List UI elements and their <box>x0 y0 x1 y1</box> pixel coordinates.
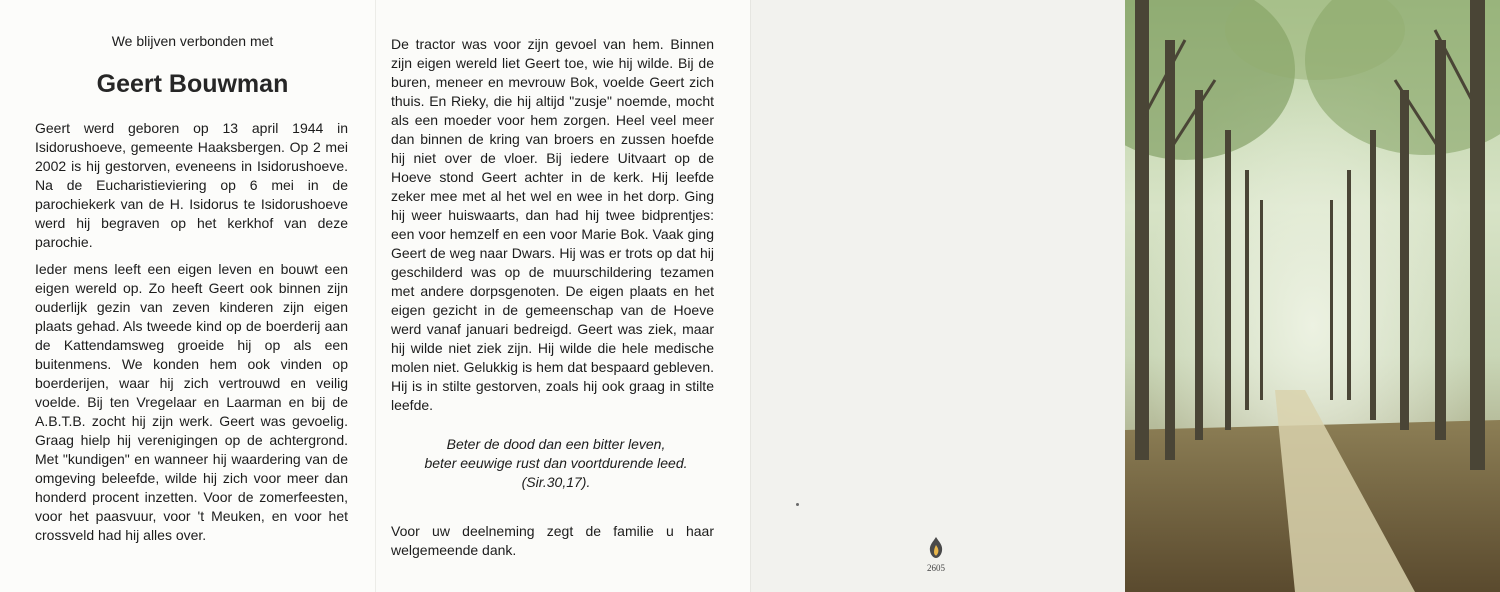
print-code: 2605 <box>927 563 945 573</box>
biography-paragraph-3: De tractor was voor zijn gevoel van hem. Binnen zijn eigen wereld liet Geert toe, wie hij wilde. Bij de buren, meneer en mevrouw Bok, voelde Geert zich thuis. En Rieky, die hij altijd "zusje" noemde, mocht als een moeder voor hem zorgen. Heel veel meer dan binnen de kring van broers en zussen hoefde hij niet over de vloer. Bij iedere Uitvaart op de Hoeve stond Geert achter in de kerk. Hij leefde zeker mee met al het wel en wee in het dorp. Ging hij weer huiswaarts, dan had hij twee bidprentjes: een voor hemzelf en een voor Marie Bok. Vaak ging Geert de weg naar Dwars. Hij was er trots op dat hij geschilderd was op de muurschildering tezamen met andere dorpsgenoten. De eigen plaats en het eigen gezicht in de gemeenschap van de Hoeve werd vanaf januari bedreigd. Geert was ziek, maar hij wilde niet ziek zijn. Hij wilde die hele medische molen niet. Gelukkig is hem dat bespaard gebleven. Hij is in stilte gestorven, zoals hij ook graag in stilte leefde. <box>391 36 714 413</box>
panel-back <box>750 0 1126 592</box>
deceased-name: Geert Bouwman <box>96 70 289 98</box>
forest-path-photo <box>1125 0 1500 592</box>
quote-line-1: Beter de dood dan een bitter leven, <box>446 436 666 452</box>
paper-speck <box>796 503 799 506</box>
scripture-quote <box>386 435 726 492</box>
panel-middle <box>375 0 751 592</box>
forest-illustration <box>1125 0 1500 592</box>
thanks-text: Voor uw deelneming zegt de familie u haar welgemeende dank. <box>391 523 714 558</box>
intro-line: We blijven verbonden met <box>111 33 274 49</box>
flame-logo-icon <box>927 536 945 560</box>
panel-left <box>0 0 375 592</box>
quote-line-2: beter eeuwige rust dan voortdurende leed. <box>424 455 688 471</box>
biography-paragraph-1: Geert werd geboren op 13 april 1944 in Isidorushoeve, gemeente Haaksbergen. Op 2 mei 2002 is hij gestorven, eveneens in Isidorushoeve. Na de Eucharistieviering op 6 mei in de parochiekerk van de H. Isidorus te Isidorushoeve werd hij begraven op het kerkhof van deze parochie. <box>35 120 348 250</box>
biography-paragraph-2: Ieder mens leeft een eigen leven en bouwt een eigen wereld op. Zo heeft Geert ook binnen zijn ouderlijk gezin van zeven kinderen zijn eigen plaats gehad. Als tweede kind op de boerderij aan de Kattendamsweg groeide hij op als een buitenmens. We konden hem ook vinden op boerderijen, waar hij zich vertrouwd en veilig voelde. Bij ten Vregelaar en Laarman en bij de A.B.T.B. zocht hij zijn werk. Geert was gevoelig. Graag hielp hij verenigingen op de achtergrond. Met "kundigen" en wanneer hij waardering van de omgeving beleefde, wilde hij zich voor meer dan honderd procent inzetten. Voor de zomerfeesten, voor het paasvuur, voor 't Meuken, en voor het crossveld had hij alles over. <box>35 261 348 543</box>
quote-reference: (Sir.30,17). <box>521 474 591 490</box>
